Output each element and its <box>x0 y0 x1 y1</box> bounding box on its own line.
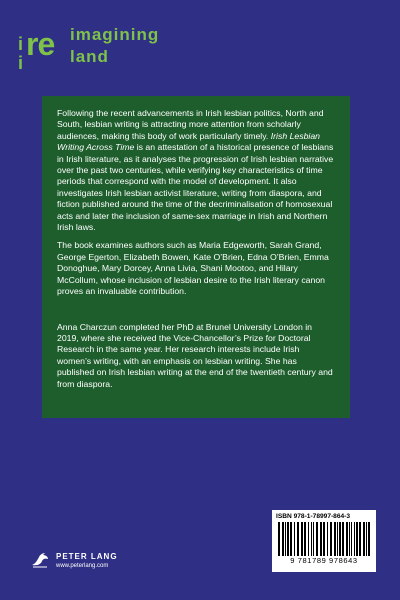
barcode-bar <box>285 522 286 556</box>
barcode-bar <box>290 522 292 556</box>
publisher-url: www.peterlang.com <box>56 563 109 569</box>
blurb-paragraph-2: The book examines authors such as Maria Edgeworth, Sarah Grand, George Egerton, Elizabeth Bowen, Kate O’Brien, Edna O’Brien, Emma Donoghue, Mary Dorcey, Anna Livia, Shani Mootoo, and Hilary McCollum, whose inclusion of lesbian desire to the Irish literary canon proves an invaluable contribution. <box>57 240 329 297</box>
barcode-bar <box>301 522 303 556</box>
barcode-bar <box>282 522 284 556</box>
barcode-bar <box>342 522 344 556</box>
barcode-bar <box>330 522 332 556</box>
barcode-bar <box>368 522 370 556</box>
barcode-bar <box>313 522 314 556</box>
barcode-bar <box>339 522 341 556</box>
barcode-bar <box>320 522 322 556</box>
barcode-bar <box>359 522 361 556</box>
barcode-bar <box>363 522 365 556</box>
barcode-bar <box>278 522 280 556</box>
ean-digits: 9 781789 978643 <box>290 556 358 565</box>
peter-lang-logo-icon <box>30 550 50 568</box>
barcode-bar <box>311 522 312 556</box>
barcode-bar <box>351 522 352 556</box>
series-logo-letter-i-top: i <box>18 34 24 54</box>
barcode-bar <box>316 522 318 556</box>
barcode-bar <box>354 522 355 556</box>
blurb-box <box>42 96 350 418</box>
barcode-bar <box>327 522 328 556</box>
barcode-bar <box>304 522 306 556</box>
blurb-text-body: is an attestation of a historical presence of lesbians in Irish literature, as it analyses the progression of Irish lesbian narrative over the past two centuries, while verifying key characteristics of time periods that correspond with the model of development. It also investigates Irish lesbian activist literature, writing from diaspora, and fiction published around the time of the decriminalisation of homosexual acts and later the inclusion of same-sex marriage in Irish and Northern Irish laws. <box>57 142 334 233</box>
barcode-bar <box>308 522 309 556</box>
series-logo-word-imagining: imagining <box>70 25 160 44</box>
barcode-bar <box>334 522 336 556</box>
isbn-label: ISBN 978-1-78997-864-3 <box>276 513 351 520</box>
author-bio: Anna Charczun completed her PhD at Brunel University London in 2019, where she received the Vice-Chancellor’s Prize for Doctoral Research in the same year. Her research interests include Irish women’s writing, with an emphasis on lesbian writing. She has published on Irish lesbian writing at the end of the twentieth century and from diaspora. <box>57 321 333 389</box>
barcode-bar <box>337 522 338 556</box>
barcode-box <box>272 510 376 572</box>
book-title-italic: Irish Lesbian Writing Across Time <box>57 130 321 153</box>
barcode-bar <box>346 522 348 556</box>
series-logo-word-land: land <box>70 47 109 66</box>
barcode-bar <box>297 522 299 556</box>
barcode-bar <box>356 522 358 556</box>
barcode-bar <box>294 522 295 556</box>
series-logo-letter-i-bottom: i <box>18 53 24 73</box>
blurb-paragraph-1 <box>57 108 335 233</box>
barcode-bar <box>349 522 350 556</box>
barcode-icon <box>276 522 372 556</box>
barcode-bar <box>366 522 367 556</box>
series-logo <box>8 22 218 78</box>
blurb-text-intro: Following the recent advancements in Irish lesbian politics, North and South, lesbian writing is attracting more attention from scholarly audiences, making this body of work particularly timely. <box>57 108 324 141</box>
series-logo-re: re <box>26 26 55 62</box>
publisher-name: PETER LANG <box>56 552 118 561</box>
barcode-bar <box>287 522 289 556</box>
barcode-bar <box>323 522 325 556</box>
